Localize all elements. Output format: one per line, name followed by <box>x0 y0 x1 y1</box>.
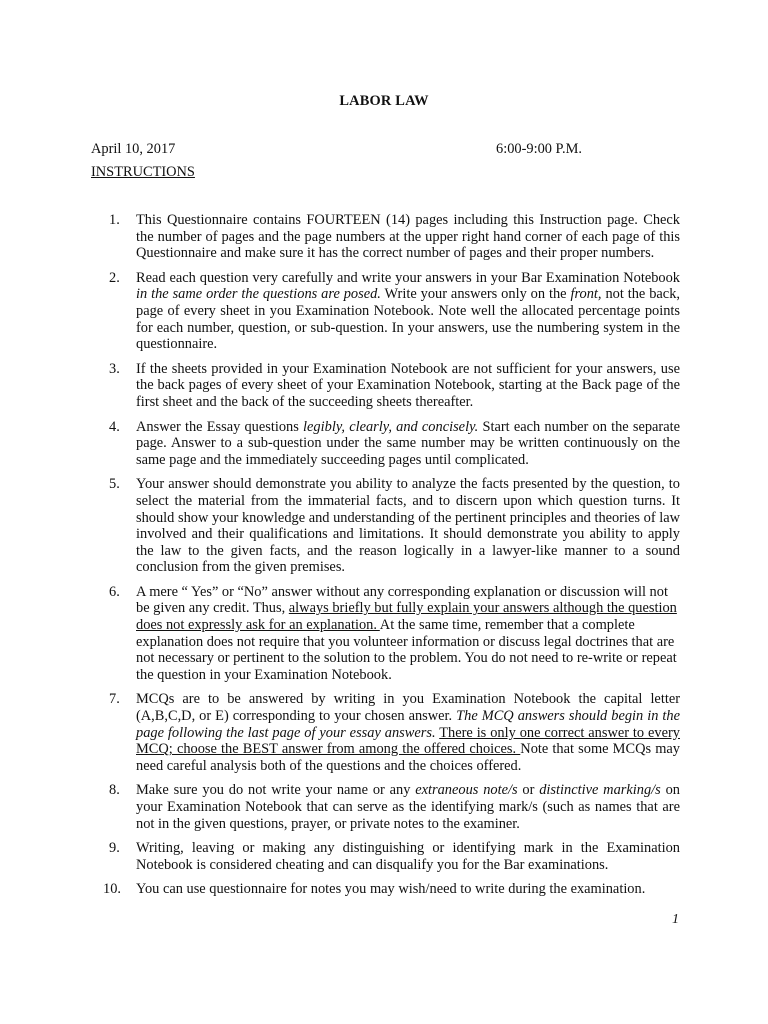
instruction-text-segment: legibly, clearly, and concisely. <box>303 418 479 435</box>
instruction-text-segment: extraneous note/s <box>415 782 518 799</box>
instruction-text-segment: not the back, page of every sheet in you Examination Notebook. Note well the allocated percentage points for each number, question, or sub-question. In your answers, use the numbering system in the questionnaire. <box>136 286 680 353</box>
page-number: 1 <box>672 912 679 927</box>
instruction-number: 7. <box>109 691 120 708</box>
instruction-number: 8. <box>109 782 120 799</box>
instruction-text <box>136 212 680 262</box>
instruction-number: 3. <box>109 360 120 377</box>
instruction-item <box>109 691 680 774</box>
instruction-text <box>136 782 680 832</box>
exam-time: 6:00-9:00 P.M. <box>496 141 582 157</box>
instruction-item <box>103 881 680 898</box>
instruction-text-segment: Start each number on the separate page. Answer to a sub-question under the same number may be written continuously on the same page and the immediately succeeding pages until complicated. <box>136 418 681 468</box>
instruction-text-segment: Read each question very carefully and write your answers in your Bar Examination Notebook <box>136 269 680 286</box>
instruction-text-segment: or <box>517 782 540 799</box>
instruction-text-segment: A mere “ Yes” or “No” answer without any corresponding explanation or discussion will not be given any credit. Thus, <box>136 583 668 617</box>
instruction-text-segment: front, <box>570 286 602 303</box>
instructions-list <box>103 212 681 906</box>
instruction-text-segment: Your answer should demonstrate you ability to analyze the facts presented by the question, to select the material from the immaterial facts, and to discern upon which question turns. It should show your knowledge and understanding of the pertinent principles and theories of law involved and their qualifications and limitations. It should demonstrate you ability to apply the law to the given facts, and the reason logically in a lawyer-like manner to a sound conclusion from the given premises. <box>136 476 680 576</box>
instruction-number: 5. <box>109 476 120 493</box>
instruction-text <box>136 270 680 353</box>
instruction-text-segment: in the same order the questions are posed. <box>136 286 381 303</box>
instruction-text-segment: Answer the Essay questions <box>136 418 304 435</box>
instruction-text <box>136 476 680 576</box>
instruction-text-segment: Writing, leaving or making any distinguishing or identifying mark in the Examination Notebook is considered cheating and can disqualify you for the Bar examinations. <box>136 840 680 873</box>
instruction-item <box>109 584 680 684</box>
instruction-item <box>109 419 680 469</box>
instruction-text-segment: If the sheets provided in your Examination Notebook are not sufficient for your answers, use the back pages of every sheet of your Examination Notebook, starting at the Back page of the first sheet and the back of the succeeding sheets thereafter. <box>136 360 680 410</box>
instruction-text <box>136 691 680 774</box>
instruction-number: 6. <box>109 583 120 600</box>
instruction-text-segment: on your Examination Notebook that can serve as the identifying mark/s (such as names that are not in the given questions, prayer, or private notes to the examiner. <box>136 782 680 832</box>
instruction-item <box>109 476 680 576</box>
instruction-text <box>136 584 680 684</box>
instruction-text-segment: This Questionnaire contains FOURTEEN (14) pages including this Instruction page. Check the number of pages and the page numbers at the upper right hand corner of each page of this Questionnaire and make sure it has the correct number of pages and their proper numbers. <box>136 212 680 262</box>
exam-date: April 10, 2017 <box>91 141 176 157</box>
instruction-text-segment: You can use questionnaire for notes you may wish/need to write during the examination. <box>136 881 646 898</box>
instruction-text-segment: Make sure you do not write your name or any <box>136 782 416 799</box>
instruction-text-segment: The MCQ answers should begin in the page following the last page of your essay answers. <box>136 708 680 741</box>
instruction-text <box>136 361 680 411</box>
instruction-item <box>109 782 680 832</box>
instruction-text-segment: distinctive marking/s <box>539 782 661 799</box>
instruction-number: 10. <box>103 881 121 898</box>
instruction-item <box>109 212 680 262</box>
instruction-text-segment: Write your answers only on the <box>380 286 571 303</box>
instruction-text-segment: always briefly but fully explain your answers although the question does not expressly ask for an explanation. <box>136 600 677 634</box>
instruction-item <box>109 270 680 353</box>
instruction-number: 1. <box>109 212 120 228</box>
instruction-text-segment: There is only one correct answer to every MCQ; choose the BEST answer from among the offered choices. <box>136 724 680 758</box>
instruction-number: 4. <box>109 418 120 435</box>
instruction-text <box>136 419 680 469</box>
instruction-text <box>136 881 680 898</box>
instruction-text-segment: Note that some MCQs may need careful analysis both of the questions and the choices offered. <box>136 741 681 774</box>
instruction-item <box>109 840 680 873</box>
instruction-text-segment: At the same time, remember that a complete explanation does not require that you volunteer information or discuss legal doctrines that are not necessary or pertinent to the solution to the problem. You do not need to re-write or repeat the question in your Examination Notebook. <box>136 617 677 683</box>
instruction-item <box>109 361 680 411</box>
instruction-number: 9. <box>109 840 120 857</box>
instruction-text <box>136 840 680 873</box>
instructions-heading: INSTRUCTIONS <box>91 164 195 180</box>
document-title: LABOR LAW <box>339 93 429 109</box>
instruction-number: 2. <box>109 269 120 286</box>
instruction-text-segment: MCQs are to be answered by writing in you Examination Notebook the capital letter (A,B,C,D, or E) corresponding to your chosen answer. <box>136 691 680 725</box>
